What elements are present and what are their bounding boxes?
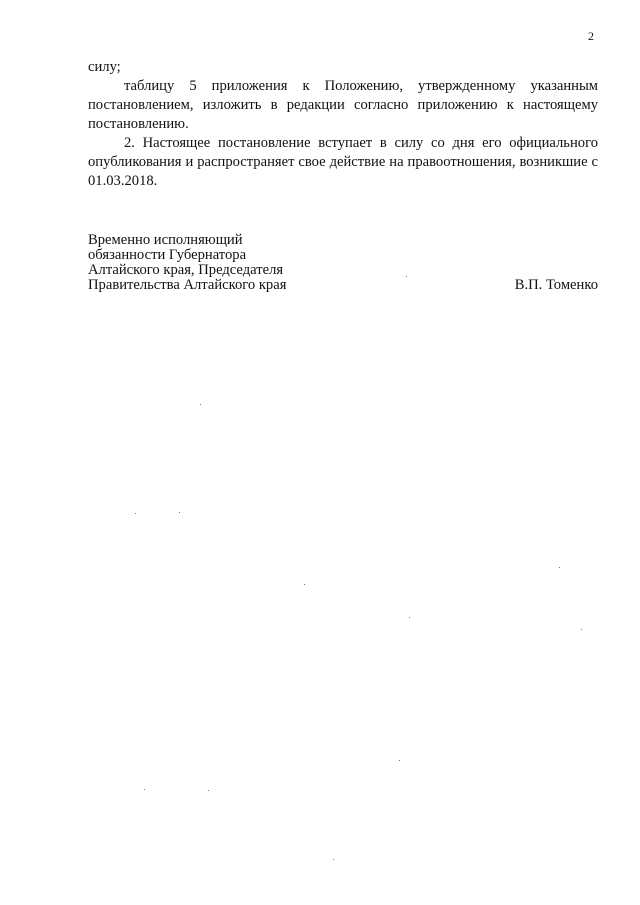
scan-speck: [208, 790, 209, 791]
signer-title-line-4: Правительства Алтайского края: [88, 277, 287, 293]
scan-speck: [304, 584, 305, 585]
scan-speck: [559, 567, 560, 568]
scan-speck: [399, 760, 400, 761]
scan-speck: [409, 617, 410, 618]
signer-title-line-1: Временно исполняющий: [88, 232, 243, 248]
scan-speck: [200, 404, 201, 405]
signer-title-line-3: Алтайского края, Председателя: [88, 262, 284, 278]
signature-block: [88, 233, 598, 293]
scan-speck: [333, 859, 334, 860]
scan-speck: [406, 276, 407, 277]
continued-text-line: силу;: [88, 59, 121, 75]
scan-speck: [135, 513, 136, 514]
scan-speck: [581, 629, 582, 630]
scan-speck: [179, 512, 180, 513]
page-number: 2: [588, 29, 594, 43]
document-body: [88, 58, 598, 191]
signer-name: В.П. Томенко: [514, 277, 598, 293]
scan-speck: [144, 789, 145, 790]
signer-title-line-2: обязанности Губернатора: [88, 247, 247, 263]
paragraph-effective-date: 2. Настоящее постановление вступает в силу со дня его официального опубликования и распространяет свое действие на правоотношения, возникшие с 01.03.2018.: [88, 135, 598, 189]
paragraph-table-5-amendment: таблицу 5 приложения к Положению, утвержденному указанным постановлением, изложить в редакции согласно приложению к настоящему постановлению.: [88, 78, 598, 132]
